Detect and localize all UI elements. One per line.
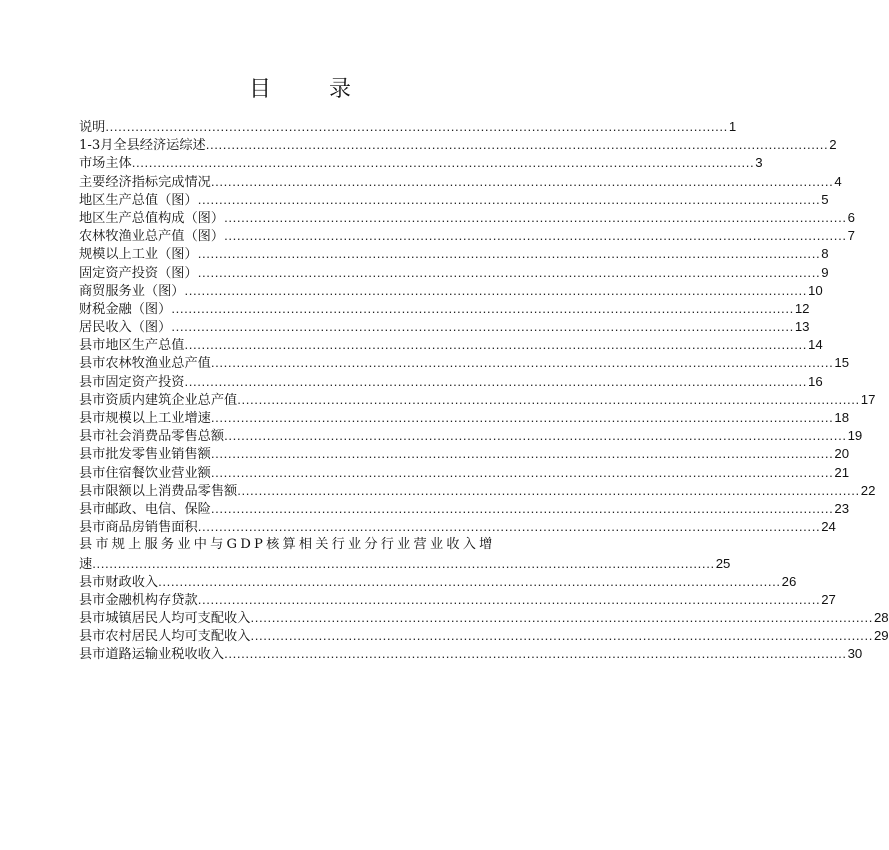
toc-page-number: 4	[834, 173, 842, 189]
toc-page-number: 1	[728, 119, 737, 134]
toc-entry-label: 县市固定资产投资	[79, 374, 185, 390]
toc-entry[interactable]	[79, 154, 763, 172]
toc-page-number: 27	[821, 591, 836, 607]
toc-page-number: 18	[834, 410, 850, 425]
toc-page-number: 24	[821, 519, 836, 535]
toc-entry-label: 县市金融机构存贷款	[79, 592, 198, 608]
toc-entry[interactable]	[79, 191, 829, 209]
toc-entry[interactable]	[79, 555, 731, 573]
toc-entry[interactable]	[79, 609, 889, 627]
toc-page-number: 10	[808, 282, 823, 298]
toc-page-number: 15	[834, 355, 850, 371]
toc-entry-label: 地区生产总值构成（图）	[79, 210, 225, 226]
page-title: 目 录	[248, 77, 369, 102]
toc-page-number: 23	[834, 500, 850, 516]
toc-entry-label: 县市规模以上工业增速	[79, 411, 211, 426]
toc-page-number: 2	[829, 137, 837, 153]
toc-entry[interactable]	[79, 118, 737, 136]
toc-dot-leader: ..................................................................................................................................................	[224, 646, 847, 662]
toc-dot-leader: ..................................................................................................................................................	[92, 555, 715, 571]
toc-entry-label: 县市商品房销售面积	[79, 520, 198, 536]
toc-page-number: 3	[755, 155, 763, 171]
toc-page-number: 28	[873, 610, 889, 626]
toc-entry[interactable]	[79, 209, 855, 227]
toc-entry-label: 县市批发零售业销售额	[79, 447, 211, 463]
toc-entry[interactable]	[79, 482, 876, 500]
toc-entry-label: 县市农林牧渔业总产值	[79, 356, 211, 372]
toc-entry[interactable]	[79, 373, 823, 391]
toc-entry-label: 财税金融（图）	[79, 301, 172, 317]
toc-entry[interactable]	[79, 464, 850, 482]
toc-dot-leader: ..................................................................................................................................................	[250, 628, 873, 644]
toc-entry[interactable]	[79, 354, 850, 372]
toc-dot-leader: ..................................................................................................................................................	[197, 264, 821, 280]
toc-entry[interactable]	[79, 173, 842, 191]
toc-page-number: 5	[821, 191, 829, 207]
toc-entry[interactable]	[79, 591, 836, 609]
toc-entry-label: 县市城镇居民人均可支配收入	[79, 611, 251, 627]
toc-page-number: 22	[860, 482, 876, 498]
toc-entry-label: 说明	[79, 120, 106, 135]
toc-dot-leader: ..................................................................................................................................................	[210, 464, 834, 480]
toc-entry[interactable]	[79, 227, 855, 245]
toc-dot-leader: ..................................................................................................................................................	[224, 209, 847, 225]
toc-dot-leader: ..................................................................................................................................................	[105, 119, 728, 134]
toc-page-number: 29	[873, 628, 889, 644]
toc-entry[interactable]	[79, 318, 810, 336]
toc-dot-leader: ..................................................................................................................................................	[205, 137, 829, 153]
toc-entry[interactable]	[79, 445, 850, 463]
toc-entry[interactable]	[79, 391, 876, 409]
toc-dot-leader: ..................................................................................................................................................	[224, 228, 847, 244]
toc-entry[interactable]	[79, 500, 850, 518]
toc-dot-leader: ..................................................................................................................................................	[224, 428, 847, 444]
toc-dot-leader: ..................................................................................................................................................	[210, 410, 834, 425]
toc-dot-leader: ..................................................................................................................................................	[184, 373, 808, 389]
toc-page-number: 17	[860, 391, 876, 407]
toc-entry-label: 农林牧渔业总产值（图）	[79, 229, 225, 245]
toc-entry[interactable]	[79, 536, 525, 554]
toc-entry-label: 县市住宿餐饮业营业额	[79, 465, 211, 481]
toc-dot-leader: ..................................................................................................................................................	[197, 591, 821, 607]
toc-entry[interactable]	[79, 627, 889, 645]
toc-page-number: 14	[808, 337, 823, 353]
toc-entry[interactable]	[79, 409, 850, 427]
toc-entry-label: 固定资产投资（图）	[79, 265, 198, 281]
toc-entry-label: 县市规上服务业中与GDP核算相关行业分行业营业收入增	[79, 537, 496, 553]
toc-entry-label: 规模以上工业（图）	[79, 247, 198, 263]
toc-entry[interactable]	[79, 336, 823, 354]
toc-dot-leader: ..................................................................................................................................................	[184, 337, 808, 353]
toc-dot-leader: ..................................................................................................................................................	[131, 155, 755, 171]
toc-page-number: 7	[847, 228, 855, 244]
toc-entry[interactable]	[79, 573, 797, 591]
toc-page-number: 6	[847, 209, 855, 225]
toc-page-number: 21	[834, 464, 850, 480]
toc-page-number: 16	[808, 373, 823, 389]
toc-dot-leader: ..................................................................................................................................................	[210, 355, 834, 371]
toc-entry[interactable]	[79, 518, 836, 536]
toc-entry-label: 县市资质内建筑企业总产值	[79, 392, 238, 408]
toc-page-number: 25	[715, 555, 731, 571]
toc-entry[interactable]	[79, 245, 829, 263]
toc-entry-label: 1-3月全县经济运综述	[79, 138, 206, 154]
table-of-contents	[79, 118, 889, 664]
toc-dot-leader: ..................................................................................................................................................	[210, 173, 834, 189]
toc-dot-leader: ..................................................................................................................................................	[237, 391, 860, 407]
toc-entry[interactable]	[79, 264, 829, 282]
toc-page-number: 30	[847, 646, 863, 662]
toc-entry-label: 地区生产总值（图）	[79, 192, 198, 208]
toc-entry-label: 县市邮政、电信、保险	[79, 501, 211, 517]
toc-dot-leader: ..................................................................................................................................................	[171, 300, 794, 316]
toc-dot-leader: ..................................................................................................................................................	[237, 482, 860, 498]
toc-page-number: 8	[821, 246, 829, 262]
toc-entry[interactable]	[79, 645, 863, 663]
toc-dot-leader: ..................................................................................................................................................	[158, 573, 781, 589]
toc-page-number: 26	[781, 573, 797, 589]
toc-dot-leader: ..................................................................................................................................................	[210, 500, 834, 516]
toc-dot-leader: ..................................................................................................................................................	[171, 319, 794, 335]
toc-entry-label: 县市财政收入	[79, 574, 159, 590]
toc-entry-label: 县市社会消费品零售总额	[79, 429, 225, 445]
toc-entry[interactable]	[79, 300, 810, 318]
toc-entry-label: 市场主体	[79, 156, 132, 172]
toc-entry-label: 居民收入（图）	[79, 320, 172, 336]
toc-entry-label: 主要经济指标完成情况	[79, 174, 211, 190]
toc-dot-leader: ..................................................................................................................................................	[184, 282, 808, 298]
toc-dot-leader: ..................................................................................................................................................	[197, 191, 821, 207]
toc-dot-leader: ..................................................................................................................................................	[250, 610, 873, 626]
toc-entry-label: 县市农村居民人均可支配收入	[79, 629, 251, 645]
toc-page-number: 12	[794, 300, 810, 316]
toc-entry[interactable]	[79, 427, 863, 445]
toc-dot-leader: ..................................................................................................................................................	[197, 519, 821, 535]
toc-entry-label: 县市限额以上消费品零售额	[79, 483, 238, 499]
toc-entry-label: 县市道路运输业税收收入	[79, 647, 225, 663]
toc-page-number: 20	[834, 446, 850, 462]
toc-entry[interactable]	[79, 282, 823, 300]
toc-dot-leader: ..................................................................................................................................................	[197, 246, 821, 262]
toc-dot-leader: ..................................................................................................................................................	[210, 446, 834, 462]
toc-entry-label: 速	[79, 556, 93, 572]
toc-page-number: 13	[794, 319, 810, 335]
toc-page-number: 19	[847, 428, 863, 444]
toc-page-number: 9	[821, 264, 829, 280]
toc-entry[interactable]	[79, 136, 837, 154]
toc-entry-label: 县市地区生产总值	[79, 338, 185, 354]
toc-entry-label: 商贸服务业（图）	[79, 283, 185, 299]
